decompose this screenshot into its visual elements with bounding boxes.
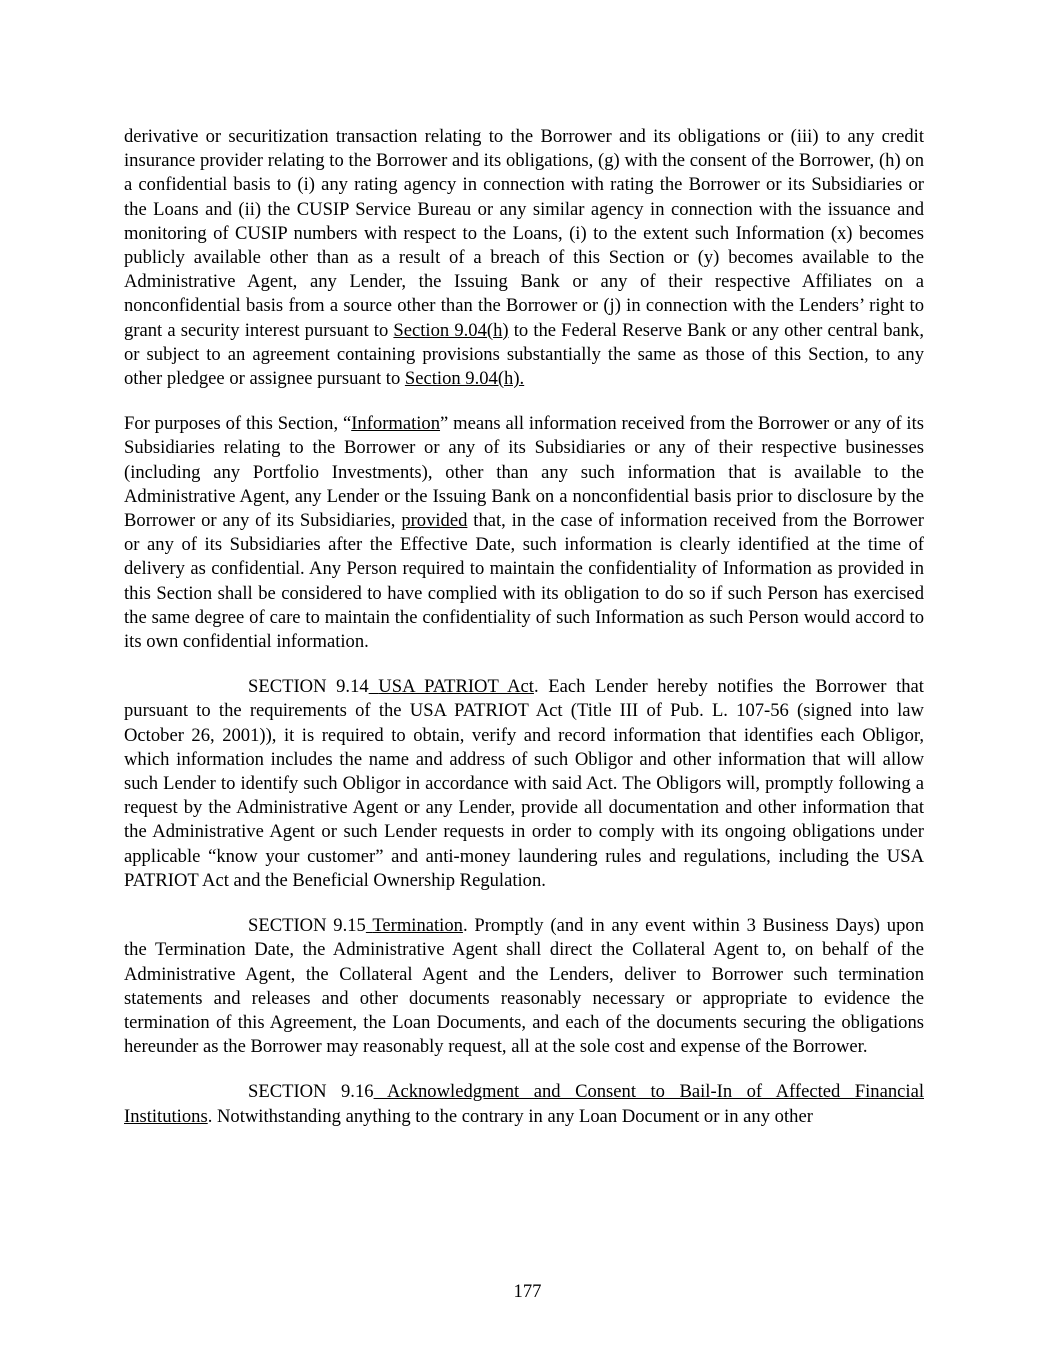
section-9-15 (124, 914, 924, 1059)
document-page (124, 125, 924, 1150)
text: derivative or securitization transaction relating to the Borrower and its obligations or (iii) to any credit insurance provider relating to the Borrower and its obligations, (g) with the consent of the Borrower, (h) on a confidential basis to (i) any rating agency in connection with rating the Borrower or its Subsidiaries or the Loans and (ii) the CUSIP Service Bureau or any similar agency in connection with the issuance and monitoring of CUSIP numbers with respect to the Loans, (i) to the extent such Information (x) becomes publicly available other than as a result of a breach of this Section or (y) becomes available to the Administrative Agent, any Lender, the Issuing Bank or any of their respective Affiliates on a nonconfidential basis from a source other than the Borrower or (j) in connection with the Lenders’ right to grant a security interest pursuant to (124, 126, 924, 341)
section-number: SECTION 9.15 (248, 915, 366, 937)
section-reference: Section 9.04(h). (404, 368, 525, 390)
text: For purposes of this Section, “ (124, 413, 352, 435)
page-number: 177 (513, 1281, 542, 1302)
section-reference: Section 9.04(h) (393, 319, 509, 341)
text: ” means all information received from the Borrower or any of its Subsidiaries relating to the Borrower or any of its Subsidiaries or any of their respective businesses (including any Portfolio Investments), other than any such information that is available to the Administrative Agent, any Lender or the Issuing Bank on a nonconfidential basis prior to disclosure by the Borrower or any of its Subsidiaries, (124, 413, 924, 532)
section-number: SECTION 9.14 (248, 676, 369, 698)
paragraph-confidentiality-continued (124, 125, 924, 391)
section-body: . Notwithstanding anything to the contrary in any Loan Document or in any other (207, 1105, 813, 1127)
section-title: Termination (372, 915, 463, 937)
section-9-16 (124, 1080, 924, 1128)
section-title: USA PATRIOT Act (378, 676, 534, 698)
paragraph-information-definition (124, 412, 924, 654)
section-9-14 (124, 675, 924, 893)
provided-term: provided (401, 510, 468, 532)
section-body: . Promptly (and in any event within 3 Business Days) upon the Termination Date, the Administrative Agent shall direct the Collateral Agent to, on behalf of the Administrative Agent, the Collateral Agent and the Lenders, deliver to Borrower such termination statements and releases and other documents reasonably necessary or appropriate to evidence the termination of this Agreement, the Loan Documents, and each of the documents securing the obligations hereunder as the Borrower may reasonably request, all at the sole cost and expense of the Borrower. (124, 915, 924, 1058)
section-title: Acknowledgment and Consent to Bail-In of Affected Financial Institutions (124, 1081, 924, 1127)
section-number: SECTION 9.16 (248, 1081, 374, 1103)
defined-term: Information (351, 413, 441, 435)
text: to the Federal Reserve Bank or any other central bank, or subject to an agreement containing provisions substantially the same as those of this Section, to any other pledgee or assignee pursuant to (124, 319, 924, 390)
section-body: . Each Lender hereby notifies the Borrower that pursuant to the requirements of the USA PATRIOT Act (Title III of Pub. L. 107-56 (signed into law October 26, 2001)), it is required to obtain, verify and record information that identifies each Obligor, which information includes the name and address of such Obligor and other information that will allow such Lender to identify such Obligor in accordance with said Act. The Obligors will, promptly following a request by the Administrative Agent or any Lender, provide all documentation and other information that the Administrative Agent or such Lender requests in order to comply with its ongoing obligations under applicable “know your customer” and anti-money laundering rules and regulations, including the USA PATRIOT Act and the Beneficial Ownership Regulation. (124, 676, 924, 891)
text: that, in the case of information received from the Borrower or any of its Subsidiaries after the Effective Date, such information is clearly identified at the time of delivery as confidential. Any Person required to maintain the confidentiality of Information as provided in this Section shall be considered to have complied with its obligation to do so if such Person has exercised the same degree of care to maintain the confidentiality of such Information as such Person would accord to its own confidential information. (124, 510, 924, 653)
